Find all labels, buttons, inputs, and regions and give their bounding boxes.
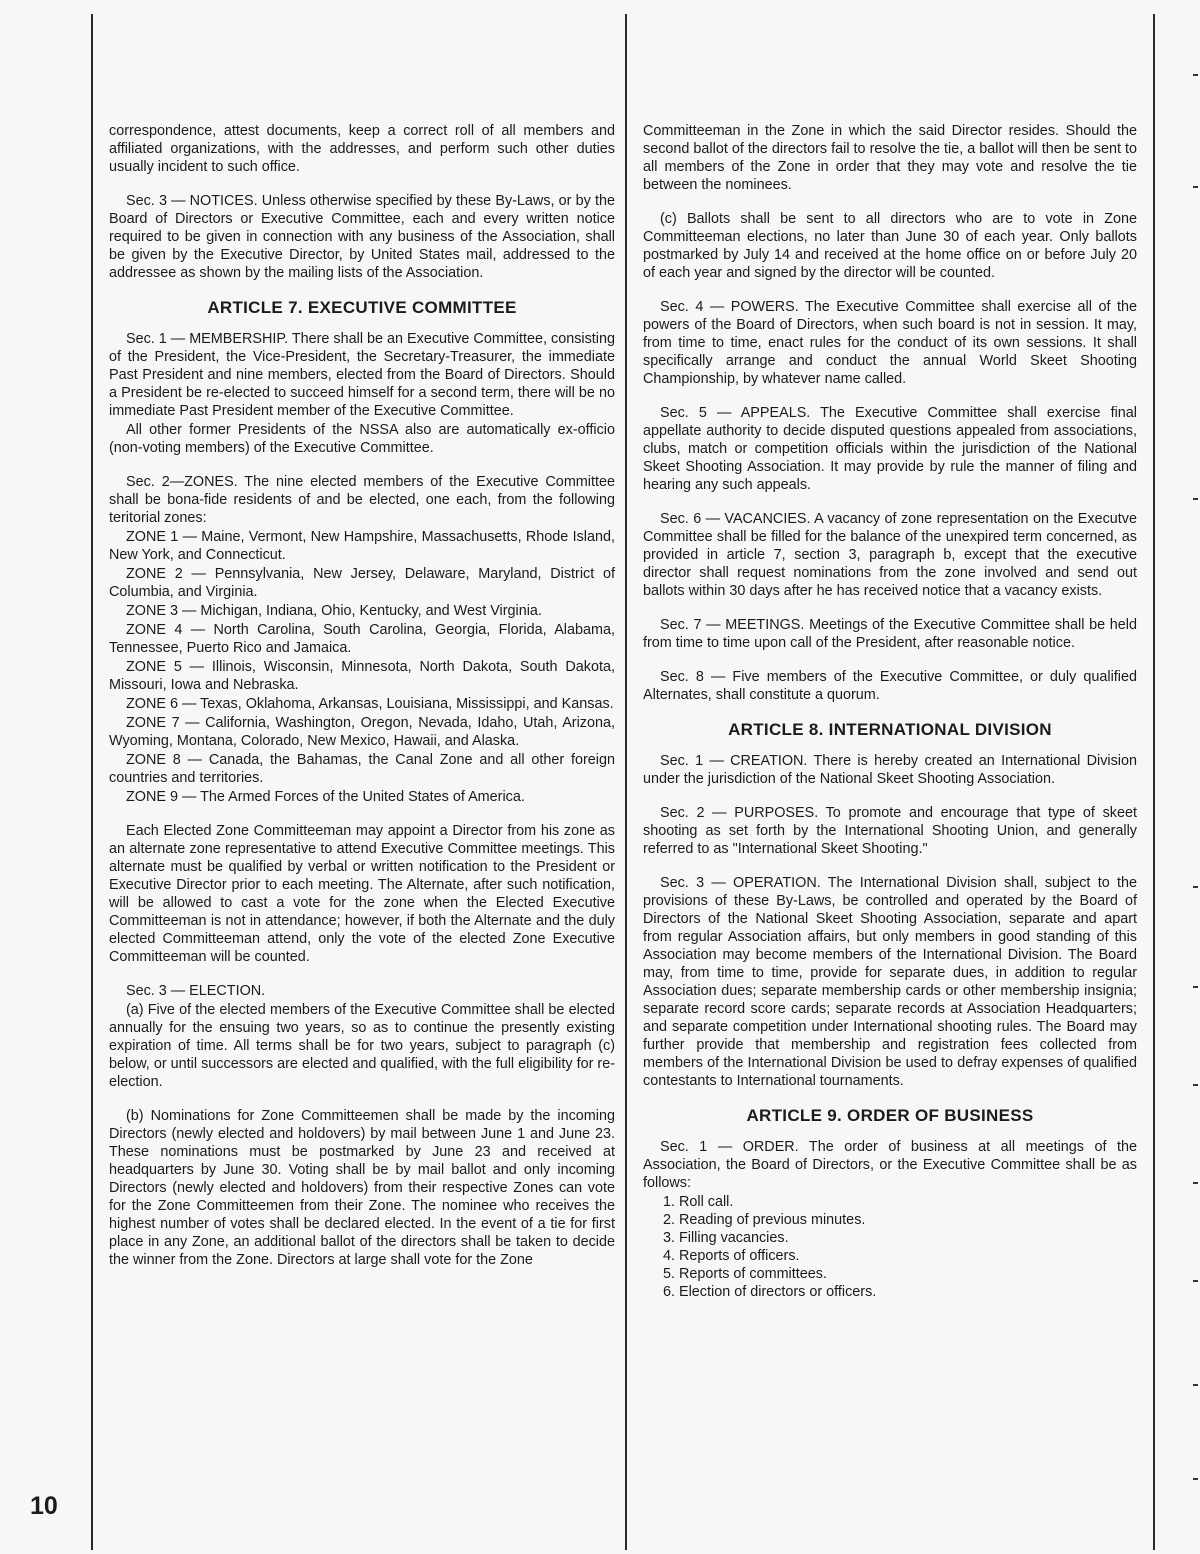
- edge-tick: [1193, 886, 1198, 888]
- edge-tick: [1193, 1478, 1198, 1480]
- list-item: 3. Filling vacancies.: [663, 1230, 789, 1246]
- paragraph: correspondence, attest documents, keep a correct roll of all members and affiliated organizations, with the addresses, and perform such other duties usually incident to such office.: [109, 123, 615, 175]
- paragraph: Each Elected Zone Committeeman may appoint a Director from his zone as an alternate zone representative to attend Executive Committee meetings. This alternate must be qualified by verbal or written notification to the President or Executive Director prior to each meeting. The Alternate, after such notification, will be allowed to cast a vote for the zone when the Elected Executive Committeeman is not in attendance; however, if both the Alternate and the duly elected Committeeman attend, only the vote of the elected Zone Executive Committeeman will be counted.: [109, 823, 615, 965]
- list-item: 1. Roll call.: [663, 1194, 734, 1210]
- paragraph: Committeeman in the Zone in which the said Director resides. Should the second ballot of the directors fail to resolve the tie, a ballot will then be sent to all members of the Zone in order that they may vote and resolve the tie between the nominees.: [643, 123, 1137, 193]
- edge-tick: [1193, 986, 1198, 988]
- zone-item: ZONE 3 — Michigan, Indiana, Ohio, Kentucky, and West Virginia.: [126, 603, 542, 619]
- paragraph: Sec. 6 — VACANCIES. A vacancy of zone representation on the Executve Committee shall be filled for the balance of the unexpired term concerned, as provided in article 7, section 3, paragraph b, except that the executive director shall request nominations from the zone involved and send out ballots within 30 days after he has received notice that a vacancy exists.: [643, 511, 1137, 599]
- order-of-business-list: [663, 1193, 1137, 1301]
- article-8-heading: ARTICLE 8. INTERNATIONAL DIVISION: [728, 720, 1052, 739]
- paragraph: Sec. 3 — NOTICES. Unless otherwise specified by these By-Laws, or by the Board of Directors or Executive Committee, each and every written notice required to be given in connection with any business of the Association, shall be given by the Executive Director, by United States mail, addressed to the addressee as shown by the mailing lists of the Association.: [109, 193, 615, 281]
- column-divider-rule: [625, 14, 627, 1550]
- paragraph: Sec. 2—ZONES. The nine elected members of the Executive Committee shall be bona-fide residents of and be elected, one each, from the following teritorial zones:: [109, 474, 615, 526]
- edge-tick: [1193, 1384, 1198, 1386]
- page-number: 10: [30, 1492, 58, 1520]
- paragraph: Sec. 1 — MEMBERSHIP. There shall be an Executive Committee, consisting of the President, the Vice-President, the Secretary-Treasurer, the immediate Past President and nine members, elected from the Board of Directors. Should a President be re-elected to succeed himself for a second term, there will be no immediate Past President member of the Executive Committee.: [109, 331, 615, 419]
- article-9-heading: ARTICLE 9. ORDER OF BUSINESS: [746, 1106, 1034, 1125]
- list-item: 4. Reports of officers.: [663, 1248, 800, 1264]
- paragraph: (a) Five of the elected members of the Executive Committee shall be elected annually for the ensuing two years, so as to continue the presently existing expiration of time. All terms shall be for two years, subject to paragraph (c) below, or until successors are elected and qualified, with the full eligibility for re-election.: [109, 1002, 615, 1090]
- right-margin-rule: [1153, 14, 1155, 1550]
- article-7-heading: ARTICLE 7. EXECUTIVE COMMITTEE: [207, 298, 517, 317]
- edge-tick: [1193, 1280, 1198, 1282]
- paragraph: Sec. 3 — OPERATION. The International Division shall, subject to the provisions of these By-Laws, be controlled and operated by the Board of Directors of the National Skeet Shooting Association, separate and apart from regular Association affairs, but only members in good standing of this Association may become members of the International Division. The Board may, from time to time, provide for separate dues, in addition to regular Association dues; separate membership cards or other membership insignia; separate record score cards; separate records at Association Headquarters; and separate competition under International shooting rules. The Board may further provide that membership and registration fees collected from members of the International Division be used to defray expenses of qualified contestants to International tournaments.: [643, 875, 1137, 1089]
- list-item: 2. Reading of previous minutes.: [663, 1212, 866, 1228]
- edge-tick: [1193, 1084, 1198, 1086]
- paragraph: Sec. 7 — MEETINGS. Meetings of the Executive Committee shall be held from time to time upon call of the President, after reasonable notice.: [643, 617, 1137, 651]
- paragraph: (c) Ballots shall be sent to all directors who are to vote in Zone Committeeman elections, no later than June 30 of each year. Only ballots postmarked by July 14 and received at the home office on or before July 20 of each year and signed by the director will be counted.: [643, 211, 1137, 281]
- list-item: 5. Reports of committees.: [663, 1266, 827, 1282]
- right-column: [643, 122, 1137, 1301]
- edge-tick: [1193, 74, 1198, 76]
- paragraph: Sec. 5 — APPEALS. The Executive Committee shall exercise final appellate authority to decide disputed questions appealed from associations, clubs, match or competition officials within the jurisdiction of the National Skeet Shooting Association. It may provide by rule the manner of filing and hearing any such appeals.: [643, 405, 1137, 493]
- zone-item: ZONE 1 — Maine, Vermont, New Hampshire, Massachusetts, Rhode Island, New York, and Connecticut.: [109, 529, 615, 563]
- zone-item: ZONE 7 — California, Washington, Oregon, Nevada, Idaho, Utah, Arizona, Wyoming, Montana, Colorado, New Mexico, Hawaii, and Alaska.: [109, 715, 615, 749]
- edge-tick: [1193, 498, 1198, 500]
- paragraph: Sec. 3 — ELECTION.: [126, 983, 266, 999]
- paragraph: Sec. 4 — POWERS. The Executive Committee shall exercise all of the powers of the Board of Directors, when such board is not in session. It may, from time to time, enact rules for the conduct of its own sessions. It shall specifically arrange and conduct the annual World Skeet Shooting Championship, by whatever name called.: [643, 299, 1137, 387]
- zone-item: ZONE 2 — Pennsylvania, New Jersey, Delaware, Maryland, District of Columbia, and Virginia.: [109, 566, 615, 600]
- paragraph: Sec. 1 — CREATION. There is hereby created an International Division under the jurisdiction of the National Skeet Shooting Association.: [643, 753, 1137, 787]
- edge-tick: [1193, 1182, 1198, 1184]
- paragraph: (b) Nominations for Zone Committeemen shall be made by the incoming Directors (newly elected and holdovers) by mail between June 1 and June 23. These nominations must be postmarked by June 23 and received at headquarters by June 30. Voting shall be by mail ballot and only incoming Directors (newly elected and holdovers) from their respective Zones can vote for the Zone Committeemen from their Zone. The nominee who receives the highest number of votes shall be declared elected. In the event of a tie for first place in any Zone, an additional ballot of the directors shall be taken to decide the winner from the Zone. Directors at large shall vote for the Zone: [109, 1108, 615, 1268]
- paragraph: Sec. 1 — ORDER. The order of business at all meetings of the Association, the Board of Directors, or the Executive Committee shall be as follows:: [643, 1139, 1137, 1191]
- zone-item: ZONE 4 — North Carolina, South Carolina, Georgia, Florida, Alabama, Tennessee, Puerto Rico and Jamaica.: [109, 622, 615, 656]
- paragraph: Sec. 8 — Five members of the Executive Committee, or duly qualified Alternates, shall constitute a quorum.: [643, 669, 1137, 703]
- list-item: 6. Election of directors or officers.: [663, 1284, 877, 1300]
- zone-item: ZONE 9 — The Armed Forces of the United States of America.: [126, 789, 525, 805]
- zone-item: ZONE 5 — Illinois, Wisconsin, Minnesota, North Dakota, South Dakota, Missouri, Iowa and Nebraska.: [109, 659, 615, 693]
- zone-item: ZONE 6 — Texas, Oklahoma, Arkansas, Louisiana, Mississippi, and Kansas.: [126, 696, 614, 712]
- zone-item: ZONE 8 — Canada, the Bahamas, the Canal Zone and all other foreign countries and territories.: [109, 752, 615, 786]
- paragraph: All other former Presidents of the NSSA also are automatically ex-officio (non-voting members) of the Executive Committee.: [109, 422, 615, 456]
- left-column: [109, 122, 615, 1285]
- edge-tick: [1193, 186, 1198, 188]
- paragraph: Sec. 2 — PURPOSES. To promote and encourage that type of skeet shooting as set forth by the International Shooting Union, and generally referred to as "International Skeet Shooting.": [643, 805, 1137, 857]
- left-margin-rule: [91, 14, 93, 1550]
